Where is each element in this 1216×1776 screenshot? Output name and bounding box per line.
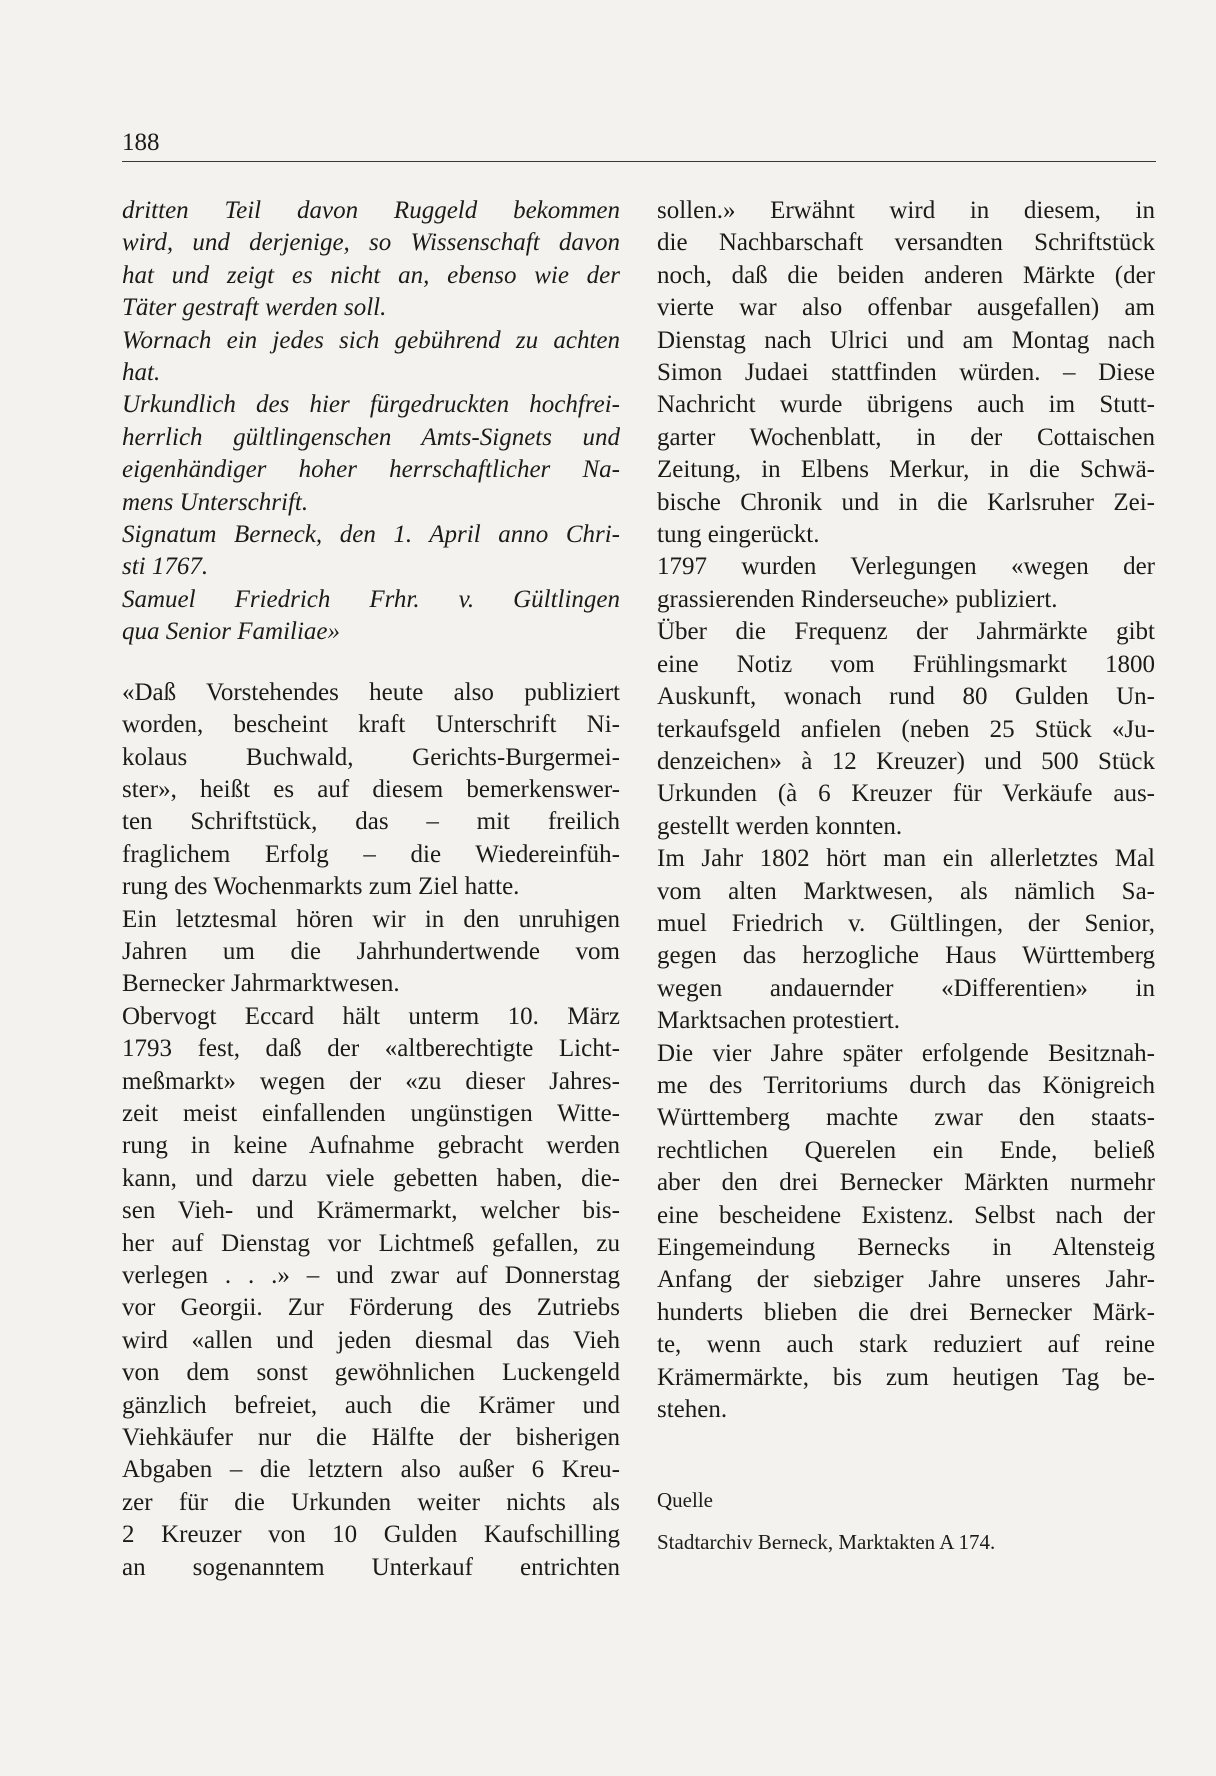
text-line: vom alten Marktwesen, als nämlich Sa- xyxy=(657,877,1155,905)
text-line: Anfang der siebziger Jahre unseres Jahr- xyxy=(657,1266,1155,1294)
text-line: kann, und darzu viele gebetten haben, die- xyxy=(122,1164,620,1192)
text-line: Nachricht wurde übrigens auch im Stutt- xyxy=(657,391,1155,419)
text-line: Dienstag nach Ulrici und am Montag nach xyxy=(657,326,1155,354)
text-line: tung eingerückt. xyxy=(657,521,820,549)
text-line: Obervogt Eccard hält unterm 10. März xyxy=(122,1002,620,1030)
text-line: denzeichen» à 12 Kreuzer) und 500 Stück xyxy=(657,747,1155,775)
left-column xyxy=(122,195,620,1584)
left-body-text xyxy=(122,677,620,1584)
text-line: herrlich gültlingenschen Amts-Signets und xyxy=(122,423,620,451)
text-line: 1797 wurden Verlegungen «wegen der xyxy=(657,553,1155,581)
text-line: Zeitung, in Elbens Merkur, in die Schwä- xyxy=(657,456,1155,484)
text-line: kolaus Buchwald, Gerichts-Burgermei- xyxy=(122,743,620,771)
text-line: qua Senior Familiae» xyxy=(122,618,341,646)
text-line: Auskunft, wonach rund 80 Gulden Un- xyxy=(657,683,1155,711)
text-line: Wornach ein jedes sich gebührend zu achten xyxy=(122,326,620,354)
text-line: dritten Teil davon Ruggeld bekommen xyxy=(122,197,620,224)
text-line: Abgaben – die letztern also außer 6 Kreu- xyxy=(122,1456,620,1484)
text-line: wird «allen und jeden diesmal das Vieh xyxy=(122,1326,620,1354)
text-line: Jahren um die Jahrhundertwende vom xyxy=(122,937,620,965)
text-line: wird, und derjenige, so Wissenschaft davon xyxy=(122,229,620,257)
text-line: gestellt werden konnten. xyxy=(657,812,903,840)
right-body-text xyxy=(657,195,1155,1426)
decree-quotation xyxy=(122,195,620,649)
text-line: grassierenden Rinderseuche» publiziert. xyxy=(657,585,1058,613)
text-line: Württemberg machte zwar den staats- xyxy=(657,1104,1155,1132)
text-line: vor Georgii. Zur Förderung des Zutriebs xyxy=(122,1294,620,1322)
text-line: Urkunden (à 6 Kreuzer für Verkäufe aus- xyxy=(657,780,1155,808)
text-line: Über die Frequenz der Jahrmärkte gibt xyxy=(657,618,1155,646)
text-line: Simon Judaei stattfinden würden. – Diese xyxy=(657,359,1155,387)
text-line: muel Friedrich v. Gültlingen, der Senior, xyxy=(657,909,1155,937)
text-line: stehen. xyxy=(657,1396,728,1424)
text-line: eine Notiz vom Frühlingsmarkt 1800 xyxy=(657,650,1155,678)
text-line: garter Wochenblatt, in der Cottaischen xyxy=(657,423,1155,451)
text-line: ster», heißt es auf diesem bemerkenswer- xyxy=(122,775,620,803)
text-line: fraglichem Erfolg – die Wiedereinfüh- xyxy=(122,840,620,868)
text-line: Samuel Friedrich Frhr. v. Gültlingen xyxy=(122,585,620,613)
text-line: te, wenn auch stark reduziert auf reine xyxy=(657,1331,1155,1359)
text-line: worden, bescheint kraft Unterschrift Ni- xyxy=(122,711,620,739)
text-line: ten Schriftstück, das – mit freilich xyxy=(122,808,620,836)
page-number: 188 xyxy=(122,129,160,156)
text-line: rung des Wochenmarkts zum Ziel hatte. xyxy=(122,873,520,901)
text-line: an sogenanntem Unterkauf entrichten xyxy=(122,1553,620,1581)
text-line: gegen das herzogliche Haus Württemberg xyxy=(657,942,1155,970)
text-line: eine bescheidene Existenz. Selbst nach der xyxy=(657,1201,1155,1229)
text-line: Signatum Berneck, den 1. April anno Chri- xyxy=(122,521,620,549)
text-line: sti 1767. xyxy=(122,553,209,581)
right-column xyxy=(657,195,1155,1556)
text-line: meßmarkt» wegen der «zu dieser Jahres- xyxy=(122,1067,620,1095)
text-line: Die vier Jahre später erfolgende Besitznah- xyxy=(657,1039,1155,1067)
text-line: Täter gestraft werden soll. xyxy=(122,294,387,322)
paragraph-gap xyxy=(122,649,620,677)
text-line: verlegen . . .» – und zwar auf Donnerstag xyxy=(122,1262,620,1289)
text-line: hat und zeigt es nicht an, ebenso wie der xyxy=(122,261,620,289)
text-line: Viehkäufer nur die Hälfte der bisherigen xyxy=(122,1424,620,1452)
text-line: eigenhändiger hoher herrschaftlicher Na- xyxy=(122,456,620,484)
text-line: bische Chronik und in die Karlsruher Zei- xyxy=(657,488,1155,516)
text-line: 2 Kreuzer von 10 Gulden Kaufschilling xyxy=(122,1521,620,1549)
source-entry: Stadtarchiv Berneck, Marktakten A 174. xyxy=(657,1530,996,1555)
text-line: Bernecker Jahrmarktwesen. xyxy=(122,970,400,998)
text-line: terkaufsgeld anfielen (neben 25 Stück «Ju- xyxy=(657,715,1155,743)
text-line: zer für die Urkunden weiter nichts als xyxy=(122,1488,620,1516)
text-line: die Nachbarschaft versandten Schriftstück xyxy=(657,229,1155,257)
text-line: Ein letztesmal hören wir in den unruhigen xyxy=(122,905,620,933)
text-line: noch, daß die beiden anderen Märkte (der xyxy=(657,261,1155,289)
text-line: rung in keine Aufnahme gebracht werden xyxy=(122,1132,620,1160)
source-heading: Quelle xyxy=(657,1488,713,1513)
text-line: Krämermärkte, bis zum heutigen Tag be- xyxy=(657,1363,1155,1391)
text-line: Marktsachen protestiert. xyxy=(657,1007,900,1035)
text-line: sollen.» Erwähnt wird in diesem, in xyxy=(657,197,1155,224)
text-line: vierte war also offenbar ausgefallen) am xyxy=(657,294,1155,322)
text-line: zeit meist einfallenden ungünstigen Witte- xyxy=(122,1099,620,1127)
text-line: gänzlich befreiet, auch die Krämer und xyxy=(122,1391,620,1419)
text-line: mens Unterschrift. xyxy=(122,488,309,516)
text-line: me des Territoriums durch das Königreich xyxy=(657,1071,1155,1099)
text-line: her auf Dienstag vor Lichtmeß gefallen, zu xyxy=(122,1229,620,1257)
text-line: sen Vieh- und Krämermarkt, welcher bis- xyxy=(122,1197,620,1225)
header-rule xyxy=(122,161,1156,162)
text-line: «Daß Vorstehendes heute also publiziert xyxy=(122,678,620,706)
text-line: aber den drei Bernecker Märkten nurmehr xyxy=(657,1169,1155,1197)
text-line: rechtlichen Querelen ein Ende, beließ xyxy=(657,1136,1155,1164)
text-line: 1793 fest, daß der «altberechtigte Licht- xyxy=(122,1035,620,1063)
text-line: Urkundlich des hier fürgedruckten hochfrei- xyxy=(122,391,620,419)
text-line: wegen andauernder «Differentien» in xyxy=(657,974,1155,1002)
text-line: hat. xyxy=(122,359,161,387)
text-line: hunderts blieben die drei Bernecker Märk- xyxy=(657,1298,1155,1326)
text-line: Eingemeindung Bernecks in Altensteig xyxy=(657,1234,1155,1261)
text-line: Im Jahr 1802 hört man ein allerletztes Mal xyxy=(657,845,1155,873)
text-line: von dem sonst gewöhnlichen Luckengeld xyxy=(122,1359,620,1387)
